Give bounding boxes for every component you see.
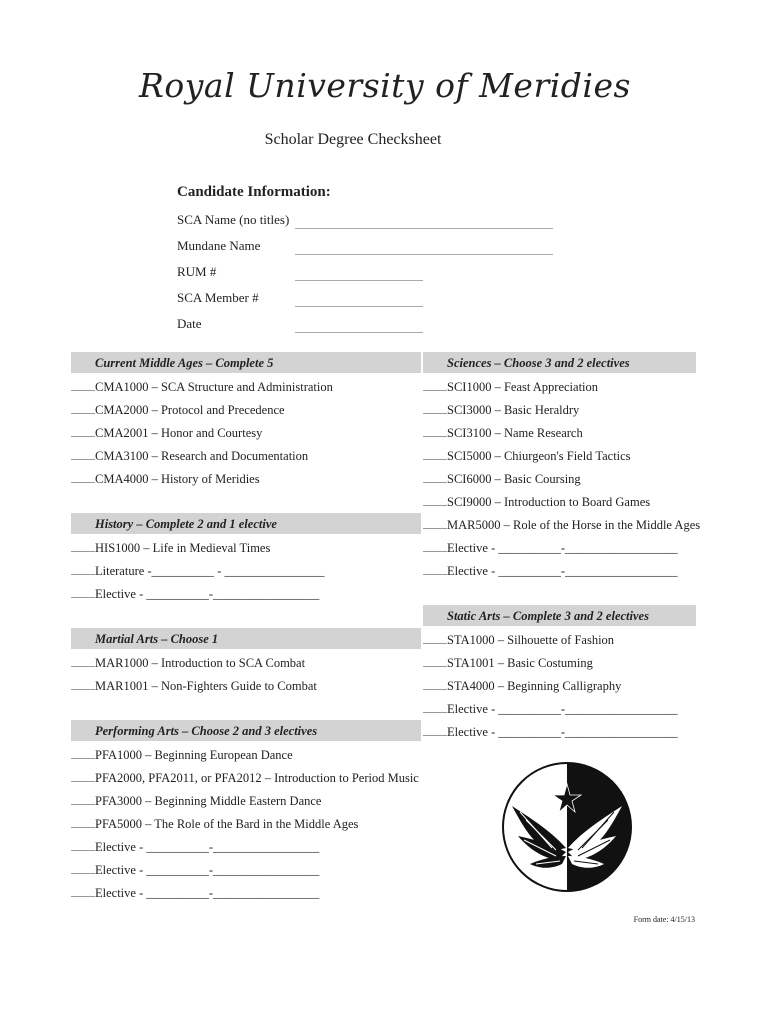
course-label: SCI1000 – Feast Appreciation xyxy=(447,380,599,394)
course-row xyxy=(71,654,305,672)
course-row xyxy=(71,884,319,902)
course-label: PFA5000 – The Role of the Bard in the Middle Ages xyxy=(95,817,359,831)
course-label: Elective - __________-__________________ xyxy=(447,702,678,716)
course-row xyxy=(423,723,678,741)
course-row xyxy=(423,654,593,672)
course-checkbox[interactable] xyxy=(71,815,95,828)
course-row xyxy=(71,539,270,557)
course-checkbox[interactable] xyxy=(71,539,95,552)
course-checkbox[interactable] xyxy=(71,677,95,690)
course-label: SCI5000 – Chiurgeon's Field Tactics xyxy=(447,449,631,463)
course-checkbox[interactable] xyxy=(71,585,95,598)
course-row xyxy=(423,378,598,396)
course-checkbox[interactable] xyxy=(71,769,95,782)
rum-number-field[interactable] xyxy=(295,280,423,281)
course-checkbox[interactable] xyxy=(423,539,447,552)
sca-name-label: SCA Name (no titles) xyxy=(177,212,290,227)
course-checkbox[interactable] xyxy=(423,447,447,460)
course-row xyxy=(423,516,700,534)
sca-member-number-label: SCA Member # xyxy=(177,290,259,305)
course-label: Elective - __________-_________________ xyxy=(95,863,320,877)
course-checkbox[interactable] xyxy=(71,746,95,759)
course-checkbox[interactable] xyxy=(71,838,95,851)
course-label: CMA1000 – SCA Structure and Administration xyxy=(95,380,333,394)
course-row xyxy=(423,447,631,465)
university-title: Royal University of Meridies xyxy=(139,66,631,105)
course-checkbox[interactable] xyxy=(423,654,447,667)
course-label: SCI3000 – Basic Heraldry xyxy=(447,403,580,417)
date-field[interactable] xyxy=(295,332,423,333)
course-label: Elective - __________-_________________ xyxy=(95,840,320,854)
course-label: Elective - __________-__________________ xyxy=(447,725,678,739)
course-checkbox[interactable] xyxy=(71,861,95,874)
course-checkbox[interactable] xyxy=(423,677,447,690)
sciences-section-header xyxy=(423,352,696,373)
course-checkbox[interactable] xyxy=(71,447,95,460)
course-row xyxy=(71,769,419,787)
course-checkbox[interactable] xyxy=(71,654,95,667)
course-checkbox[interactable] xyxy=(71,562,95,575)
course-checkbox[interactable] xyxy=(423,631,447,644)
course-label: CMA4000 – History of Meridies xyxy=(95,472,260,486)
history-section-title: History – Complete 2 and 1 elective xyxy=(95,517,277,531)
course-checkbox[interactable] xyxy=(423,401,447,414)
course-label: Elective - __________-_________________ xyxy=(95,587,320,601)
course-checkbox[interactable] xyxy=(71,378,95,391)
course-row xyxy=(423,493,650,511)
sca-name-field[interactable] xyxy=(295,228,553,229)
sca-member-number-field[interactable] xyxy=(295,306,423,307)
course-row xyxy=(423,631,614,649)
winged-star-seal-icon xyxy=(500,760,634,894)
course-row xyxy=(71,470,260,488)
course-checkbox[interactable] xyxy=(71,424,95,437)
course-label: STA4000 – Beginning Calligraphy xyxy=(447,679,622,693)
static-arts-section-title: Static Arts – Complete 3 and 2 electives xyxy=(447,609,649,623)
cma-section-header xyxy=(71,352,421,373)
performing-arts-section-title: Performing Arts – Choose 2 and 3 electives xyxy=(95,724,318,738)
course-row xyxy=(71,677,317,695)
course-row xyxy=(71,815,358,833)
course-label: MAR1001 – Non-Fighters Guide to Combat xyxy=(95,679,317,693)
course-label: CMA3100 – Research and Documentation xyxy=(95,449,309,463)
course-label: CMA2001 – Honor and Courtesy xyxy=(95,426,263,440)
course-label: STA1001 – Basic Costuming xyxy=(447,656,593,670)
course-row xyxy=(423,401,579,419)
course-checkbox[interactable] xyxy=(71,401,95,414)
course-row xyxy=(423,470,581,488)
course-label: Elective - __________-__________________ xyxy=(447,564,678,578)
course-checkbox[interactable] xyxy=(71,884,95,897)
course-row xyxy=(71,562,324,580)
performing-arts-section-header xyxy=(71,720,421,741)
course-row xyxy=(71,585,319,603)
course-checkbox[interactable] xyxy=(423,723,447,736)
checksheet-subtitle: Scholar Degree Checksheet xyxy=(264,131,442,148)
course-row xyxy=(423,424,583,442)
course-row xyxy=(71,746,293,764)
course-label: Elective - __________-__________________ xyxy=(447,541,678,555)
course-label: CMA2000 – Protocol and Precedence xyxy=(95,403,285,417)
course-label: PFA2000, PFA2011, or PFA2012 – Introduction to Period Music xyxy=(95,771,419,785)
martial-arts-section-title: Martial Arts – Choose 1 xyxy=(95,632,219,646)
course-label: SCI9000 – Introduction to Board Games xyxy=(447,495,651,509)
course-label: HIS1000 – Life in Medieval Times xyxy=(95,541,271,555)
course-row xyxy=(423,562,678,580)
course-row xyxy=(423,700,678,718)
course-label: SCI6000 – Basic Coursing xyxy=(447,472,581,486)
course-label: Elective - __________-_________________ xyxy=(95,886,320,900)
date-label: Date xyxy=(177,316,202,331)
sciences-section-title: Sciences – Choose 3 and 2 electives xyxy=(447,356,630,370)
course-label: SCI3100 – Name Research xyxy=(447,426,583,440)
course-row xyxy=(423,677,621,695)
course-label: Literature -__________ - ________________ xyxy=(95,564,325,578)
course-checkbox[interactable] xyxy=(423,378,447,391)
course-label: PFA1000 – Beginning European Dance xyxy=(95,748,293,762)
mundane-name-label: Mundane Name xyxy=(177,238,261,253)
cma-section-title: Current Middle Ages – Complete 5 xyxy=(95,356,274,370)
course-label: MAR5000 – Role of the Horse in the Middle Ages xyxy=(447,518,701,532)
martial-arts-section-header xyxy=(71,628,421,649)
course-checkbox[interactable] xyxy=(71,792,95,805)
course-checkbox[interactable] xyxy=(423,562,447,575)
course-checkbox[interactable] xyxy=(71,470,95,483)
course-checkbox[interactable] xyxy=(423,700,447,713)
history-section-header xyxy=(71,513,421,534)
course-row xyxy=(71,861,319,879)
course-row xyxy=(71,792,321,810)
static-arts-section-header xyxy=(423,605,696,626)
course-label: STA1000 – Silhouette of Fashion xyxy=(447,633,615,647)
course-checkbox[interactable] xyxy=(423,424,447,437)
course-row xyxy=(71,838,319,856)
course-row xyxy=(71,447,308,465)
course-label: PFA3000 – Beginning Middle Eastern Dance xyxy=(95,794,322,808)
mundane-name-field[interactable] xyxy=(295,254,553,255)
course-row xyxy=(71,378,333,396)
course-row xyxy=(71,424,262,442)
course-row xyxy=(71,401,285,419)
course-row xyxy=(423,539,678,557)
course-checkbox[interactable] xyxy=(423,493,447,506)
candidate-info-heading: Candidate Information: xyxy=(177,184,331,200)
course-checkbox[interactable] xyxy=(423,470,447,483)
rum-number-label: RUM # xyxy=(177,264,217,279)
course-label: MAR1000 – Introduction to SCA Combat xyxy=(95,656,306,670)
course-checkbox[interactable] xyxy=(423,516,447,529)
form-date: Form date: 4/15/13 xyxy=(633,915,695,924)
